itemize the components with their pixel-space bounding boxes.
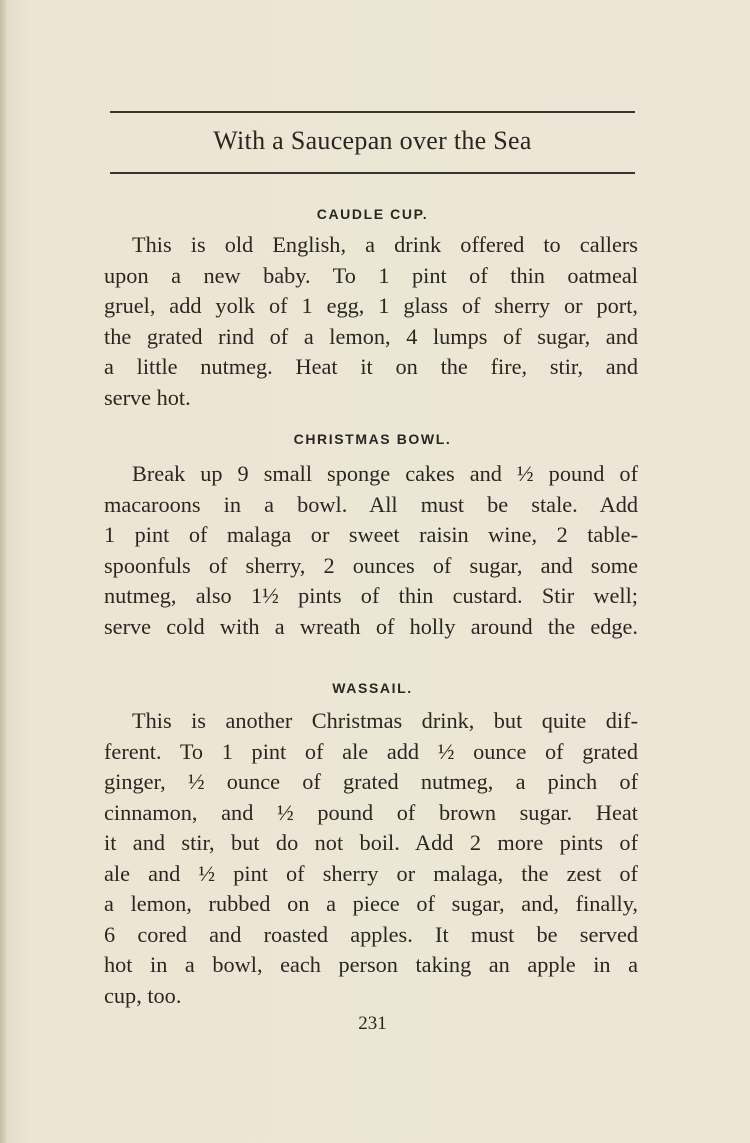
running-head: With a Saucepan over the Sea (213, 126, 532, 155)
text-line: ale and ½ pint of sherry or malaga, the zest of (104, 860, 638, 886)
text-line: spoonfuls of sherry, 2 ounces of sugar, and some (104, 552, 638, 578)
text-line: This is old English, a drink offered to callers (132, 232, 638, 257)
text-line: macaroons in a bowl. All must be stale. Add (104, 491, 638, 517)
text-line: it and stir, but do not boil. Add 2 more pints of (104, 830, 638, 855)
recipe-text-caudle-cup (104, 230, 638, 413)
page-spine-edge (0, 0, 6, 1143)
text-line: 6 cored and roasted apples. It must be served (104, 921, 638, 947)
text-line: 1 pint of malaga or sweet raisin wine, 2 table- (104, 522, 638, 547)
text-line: a little nutmeg. Heat it on the fire, stir, and (104, 354, 638, 379)
text-line: a lemon, rubbed on a piece of sugar, and, finally, (104, 891, 638, 916)
header-rule-bottom (110, 172, 635, 174)
page-number: 231 (358, 1013, 387, 1034)
text-line: upon a new baby. To 1 pint of thin oatmeal (104, 262, 638, 288)
text-line: serve hot. (104, 384, 191, 410)
recipe-heading-wassail: WASSAIL. (332, 680, 413, 696)
text-line: ginger, ½ ounce of grated nutmeg, a pinch of (104, 769, 638, 794)
text-line: hot in a bowl, each person taking an apple in a (104, 952, 638, 977)
header-rule-top (110, 111, 635, 113)
text-line: This is another Christmas drink, but quite dif- (132, 708, 638, 733)
text-line: gruel, add yolk of 1 egg, 1 glass of sherry or port, (104, 293, 638, 318)
recipe-heading-christmas-bowl: CHRISTMAS BOWL. (293, 431, 452, 447)
recipe-text-christmas-bowl (104, 459, 638, 642)
text-line: ferent. To 1 pint of ale add ½ ounce of grated (104, 738, 638, 764)
recipe-text-wassail (104, 706, 638, 1011)
text-line: serve cold with a wreath of holly around the edge. (104, 613, 638, 639)
recipe-heading-caudle-cup: CAUDLE CUP. (316, 206, 429, 222)
text-line: cinnamon, and ½ pound of brown sugar. Heat (104, 799, 638, 825)
text-line: cup, too. (104, 982, 182, 1008)
text-line: nutmeg, also 1½ pints of thin custard. Stir well; (104, 583, 638, 608)
text-line: the grated rind of a lemon, 4 lumps of sugar, and (104, 323, 638, 349)
text-line: Break up 9 small sponge cakes and ½ pound of (132, 461, 638, 486)
